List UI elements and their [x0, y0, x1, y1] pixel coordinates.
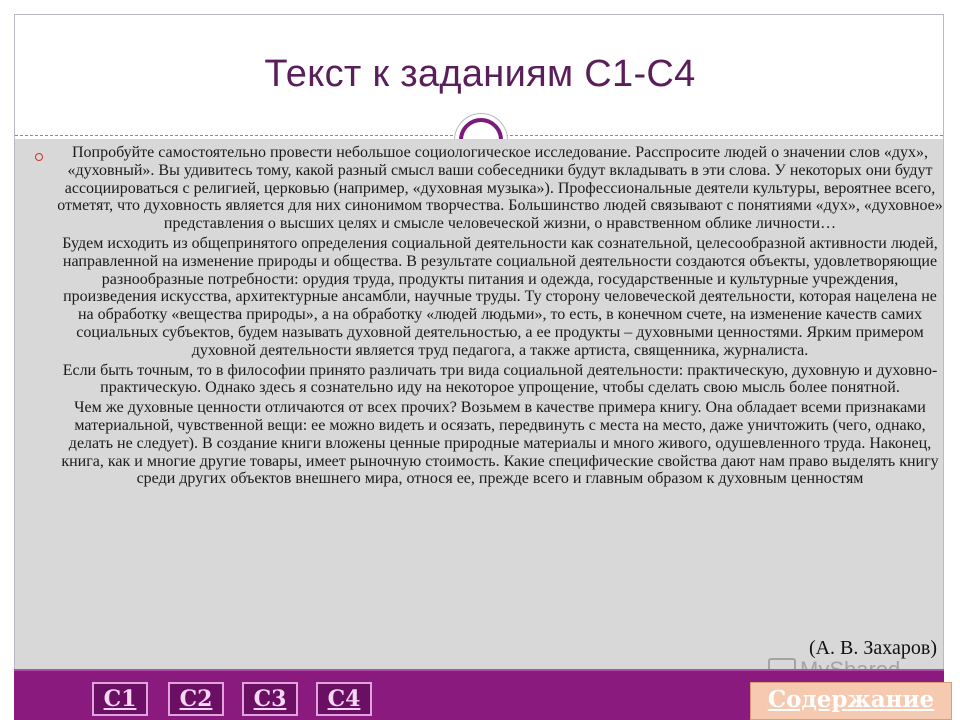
body-text	[55, 144, 945, 490]
nav-button-c2[interactable]: С2	[168, 682, 224, 716]
nav-button-c3[interactable]: С3	[242, 682, 298, 716]
bottom-nav-bar	[14, 669, 944, 720]
nav-button-c4[interactable]: С4	[316, 682, 372, 716]
author-attribution: (А. В. Захаров)	[808, 637, 937, 659]
paragraph-1: Попробуйте самостоятельно провести небольшое социологическое исследование. Расспросите людей о значении слов «дух», «духовный». Вы удивитесь тому, какой разный смысл ваши собеседники будут вкладывать в эти слова. У некоторых они будут ассоциироваться с религией, церковью (например, «духовная музыка»). Профессиональные деятели культуры, вероятнее всего, отметят, что духовность является для них синонимом творчества. Большинство людей связывают с понятиями «дух», «духовное» представления о высших целях и смысле человеческой жизни, о нравственном облике личности…	[57, 144, 943, 233]
bullet-icon	[35, 153, 43, 161]
text-panel	[15, 139, 943, 669]
slide-frame	[14, 14, 944, 669]
paragraph-2: Будем исходить из общепринятого определения социальной деятельности как сознательной, целесообразной активности людей, направленной на изменение природы и общества. В результате социальной деятельности создаются объекты, удовлетворяющие разнообразные потребности: орудия труда, продукты питания и одежда, государственные и культурные учреждения, произведения искусства, архитектурные ансамбли, научные труды. Ту сторону человеческой деятельности, которая нацелена не на обработку «вещества природы», а на обработку «людей людьми», то есть, в конечном счете, на изменение качеств самих социальных субъектов, будем называть духовной деятельностью, а ее продукты – духовными ценностями. Ярким примером духовной деятельности является труд педагога, а также артиста, священника, журналиста.	[62, 234, 938, 359]
nav-button-c1[interactable]: С1	[92, 682, 148, 716]
bottom-bar-highlight	[14, 669, 944, 671]
slide-title: Текст к заданиям С1-С4	[264, 53, 696, 95]
paragraph-4: Чем же духовные ценности отличаются от всех прочих? Возьмем в качестве примера книгу. Она обладает всеми признаками материальной, чувственной вещи: ее можно видеть и осязать, передвинуть с места на место, даже уничтожить (чего, однако, делать не следует). В создание книги вложены ценные природные материалы и много живого, одушевленного труда. Наконец, книга, как и многие другие товары, имеет рыночную стоимость. Какие специфические свойства дают нам право выделять книгу среди других объектов внешнего мира, относя ее, прежде всего и главным образом к духовным ценностям	[61, 399, 939, 488]
contents-button[interactable]: Содержание	[750, 682, 952, 720]
paragraph-3: Если быть точным, то в философии принято различать три вида социальной деятельности: практическую, духовную и духовно-практическую. Однако здесь я сознательно иду на некоторое упрощение, чтобы сделать свою мысль более понятной.	[62, 361, 938, 397]
